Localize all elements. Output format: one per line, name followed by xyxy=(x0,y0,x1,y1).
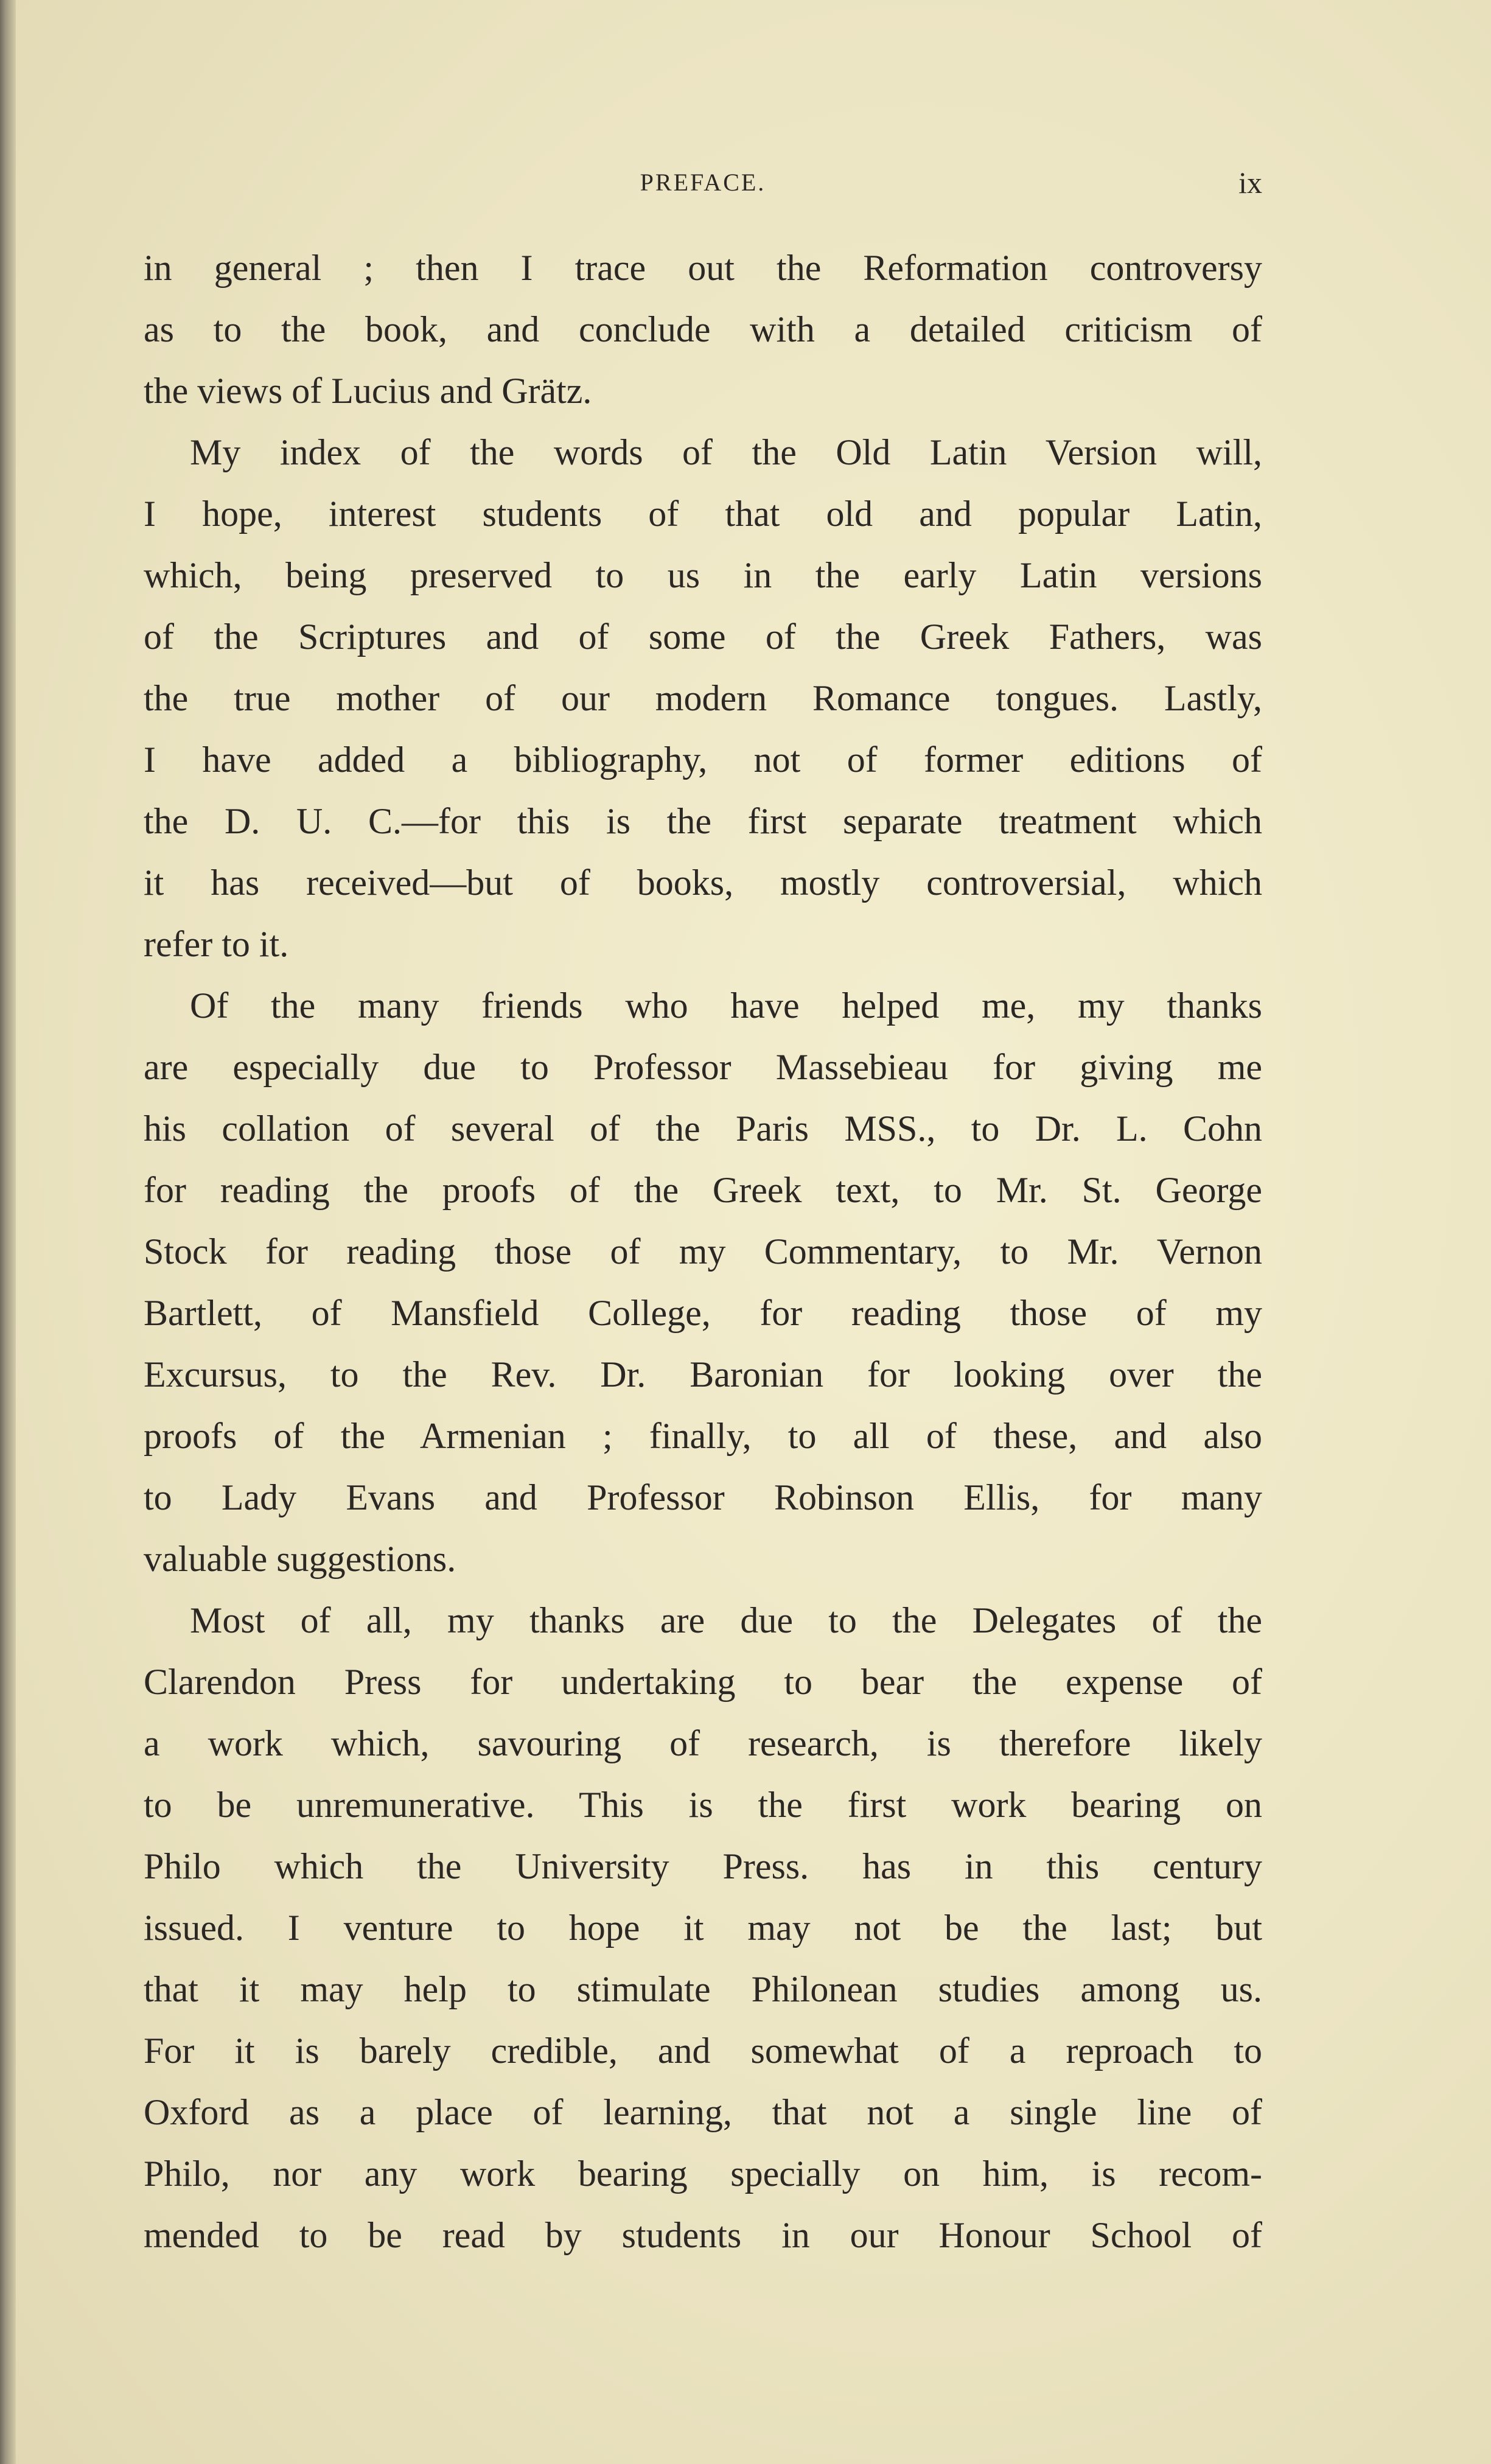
text-line: the true mother of our modern Romance tongues. Lastly, xyxy=(144,678,1262,718)
text-line: that it may help to stimulate Philonean studies among us. xyxy=(144,1969,1262,2009)
text-line: I hope, interest students of that old and popular Latin, xyxy=(144,494,1262,534)
text-line: mended to be read by students in our Honour School of xyxy=(144,2215,1262,2255)
text-line: I have added a bibliography, not of former editions of xyxy=(144,740,1262,780)
page-binding-edge xyxy=(0,0,16,2464)
text-line: his collation of several of the Paris MSS., to Dr. L. Cohn xyxy=(144,1108,1262,1149)
text-line: Oxford as a place of learning, that not a single line of xyxy=(144,2092,1262,2132)
text-line: Bartlett, of Mansfield College, for reading those of my xyxy=(144,1293,1262,1333)
text-line: the D. U. C.—for this is the first separate treatment which xyxy=(144,801,1262,841)
text-line: For it is barely credible, and somewhat of a reproach to xyxy=(144,2031,1262,2071)
text-line: of the Scriptures and of some of the Greek Fathers, was xyxy=(144,617,1262,657)
text-line: Of the many friends who have helped me, my thanks xyxy=(190,985,1262,1026)
text-line: refer to it. xyxy=(144,924,289,964)
text-line: Philo which the University Press. has in this century xyxy=(144,1846,1262,1886)
text-line: in general ; then I trace out the Reformation controversy xyxy=(144,248,1262,288)
text-line: My index of the words of the Old Latin Version will, xyxy=(190,432,1262,472)
text-line: Clarendon Press for undertaking to bear the expense of xyxy=(144,1662,1262,1702)
text-line: proofs of the Armenian ; finally, to all of these, and also xyxy=(144,1416,1262,1456)
text-line: Most of all, my thanks are due to the Delegates of the xyxy=(190,1600,1262,1640)
page-number: ix xyxy=(1238,166,1262,200)
text-line: Excursus, to the Rev. Dr. Baronian for looking over the xyxy=(144,1354,1262,1395)
text-line: for reading the proofs of the Greek text, to Mr. St. George xyxy=(144,1170,1262,1210)
text-line: the views of Lucius and Grätz. xyxy=(144,371,592,411)
text-line: Stock for reading those of my Commentary, to Mr. Vernon xyxy=(144,1231,1262,1272)
running-head-title: PREFACE. xyxy=(640,169,766,196)
text-line: as to the book, and conclude with a detailed criticism of xyxy=(144,309,1262,349)
running-head xyxy=(144,164,1262,201)
text-line: which, being preserved to us in the early Latin versions xyxy=(144,555,1262,595)
text-line: valuable suggestions. xyxy=(144,1539,456,1579)
text-line: to Lady Evans and Professor Robinson Ellis, for many xyxy=(144,1477,1262,1517)
text-line: issued. I venture to hope it may not be the last; but xyxy=(144,1908,1262,1948)
text-line: it has received—but of books, mostly controversial, which xyxy=(144,863,1262,903)
text-line: Philo, nor any work bearing specially on him, is recom- xyxy=(144,2154,1262,2194)
text-line: a work which, savouring of research, is therefore likely xyxy=(144,1723,1262,1763)
text-line: are especially due to Professor Massebieau for giving me xyxy=(144,1047,1262,1087)
text-line: to be unremunerative. This is the first work bearing on xyxy=(144,1785,1262,1825)
body-text xyxy=(144,237,1262,2266)
